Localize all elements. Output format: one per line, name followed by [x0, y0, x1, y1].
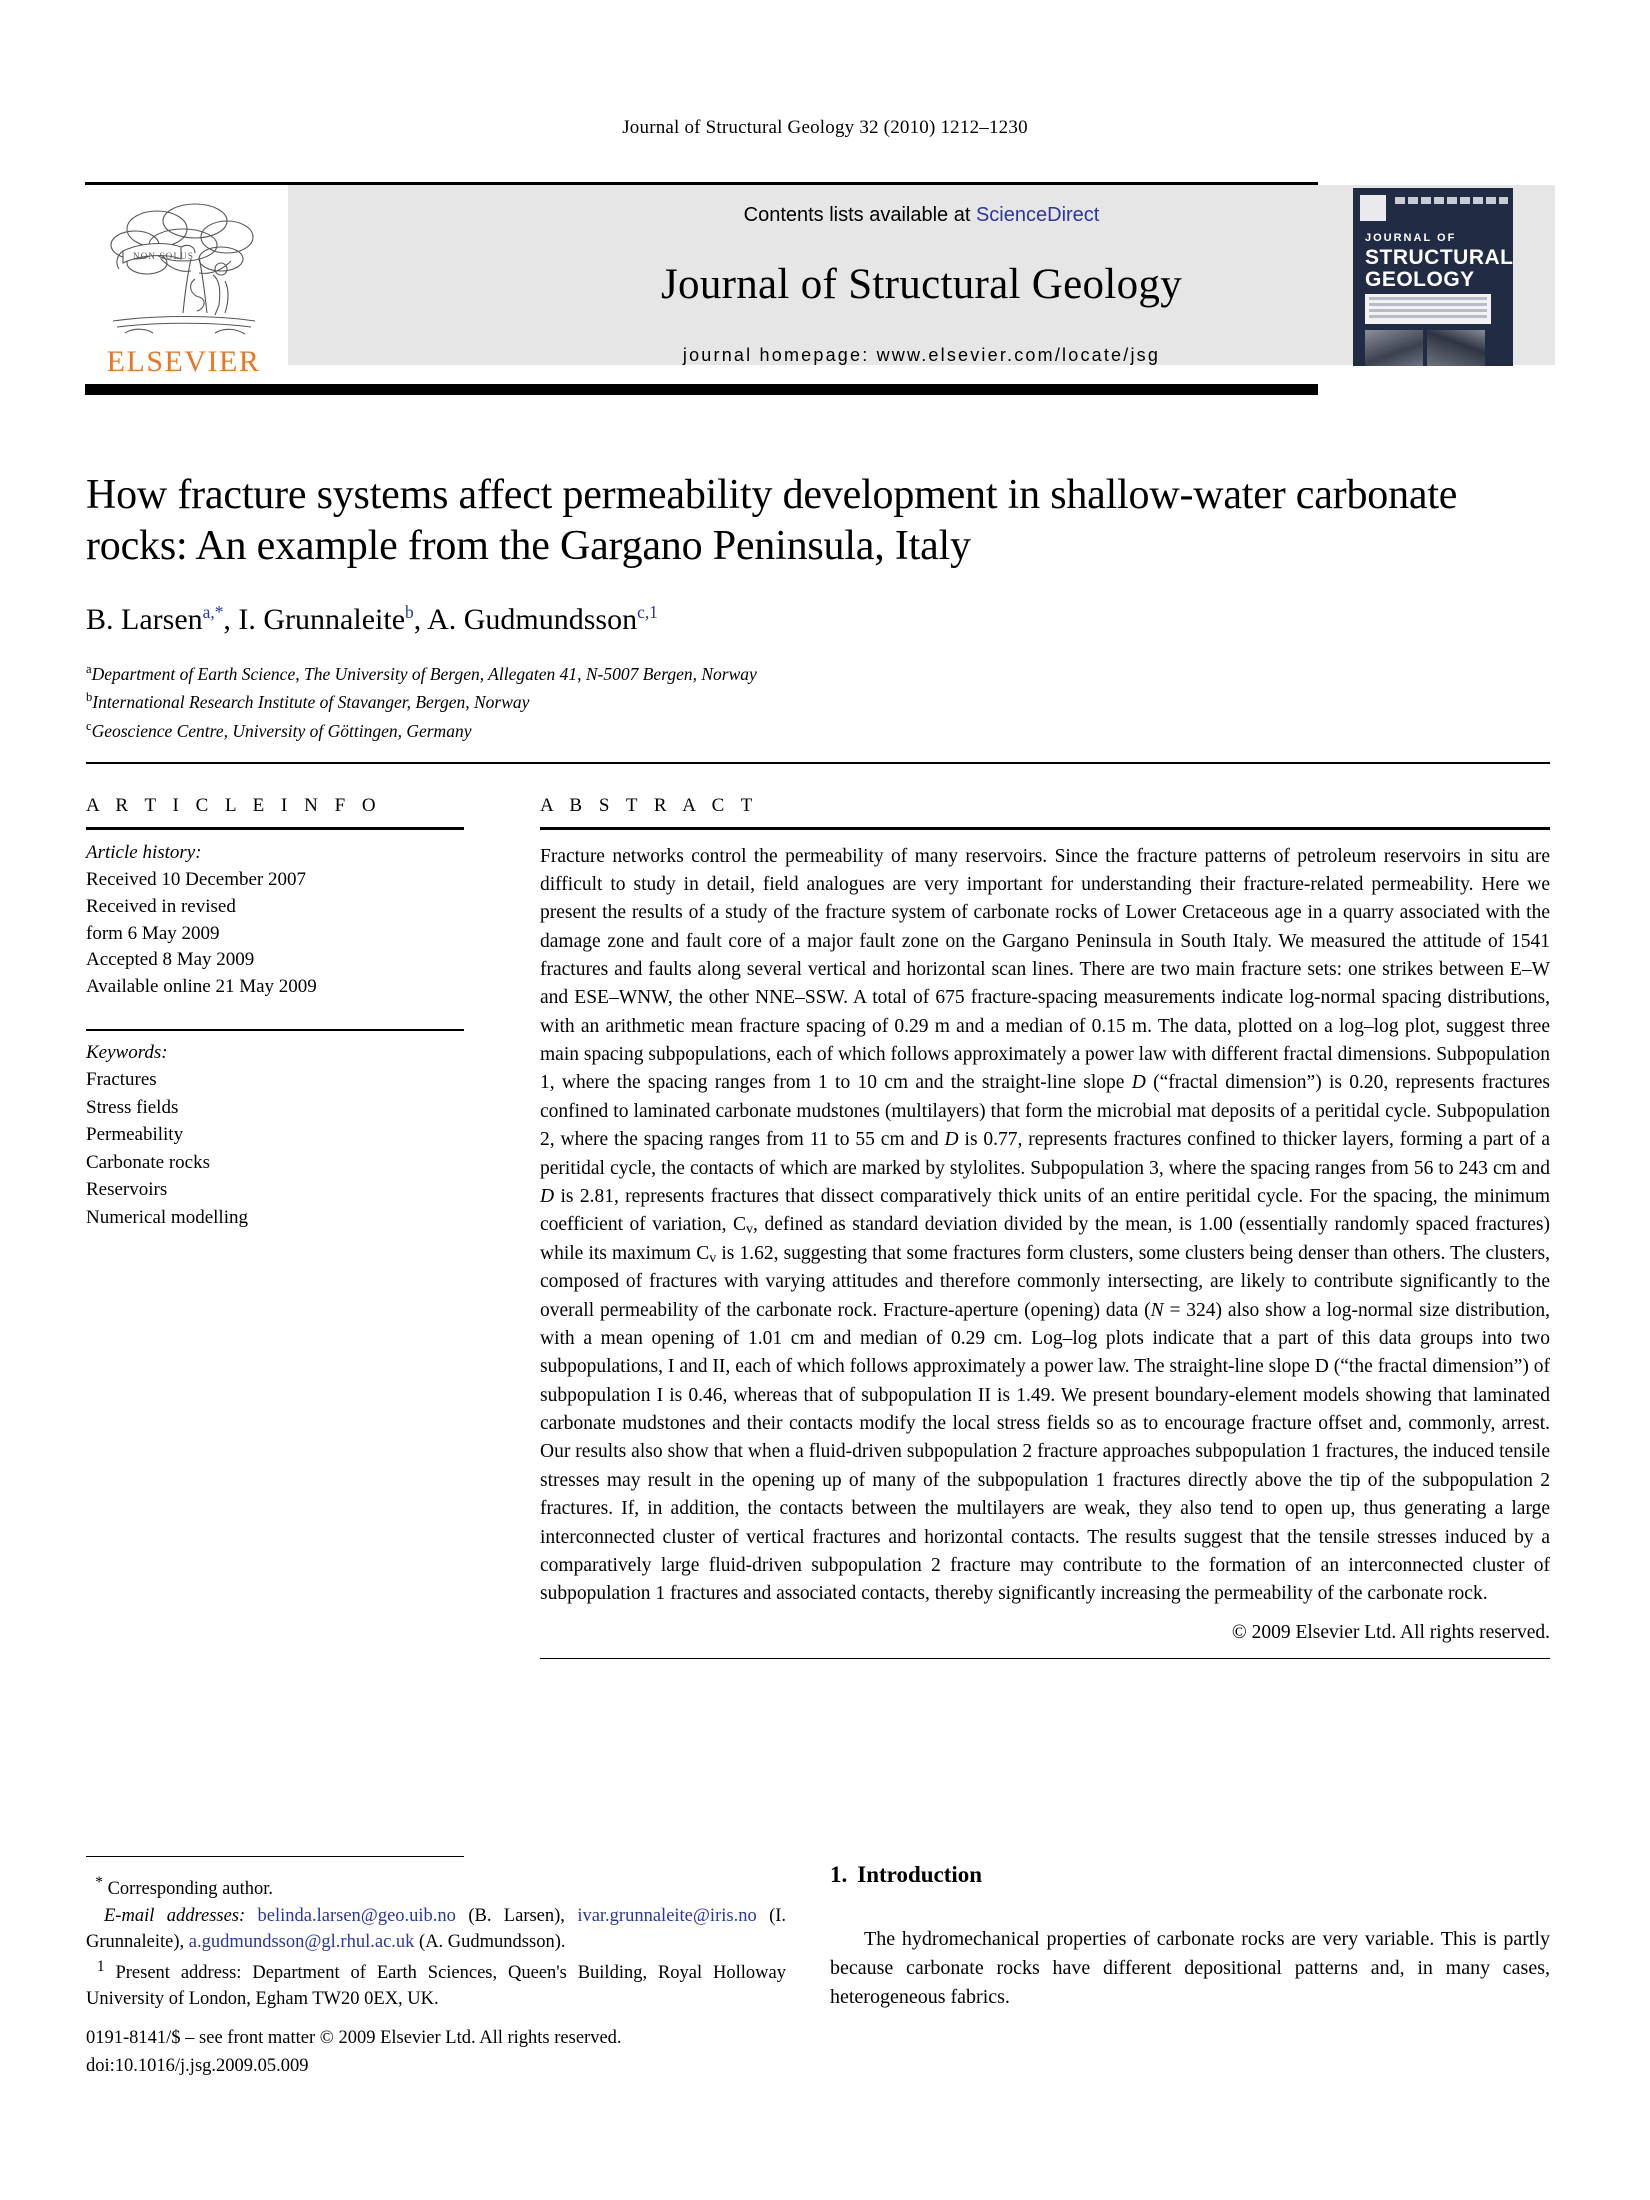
journal-cover-thumbnail: [1353, 188, 1513, 366]
history-item: Received in revised: [86, 895, 236, 917]
abstract-copyright: © 2009 Elsevier Ltd. All rights reserved.: [1231, 1621, 1550, 1643]
history-item: form 6 May 2009: [86, 922, 220, 944]
email-label: E-mail addresses:: [104, 1905, 246, 1926]
abstract-seg: is 2.81, represents fractures that dissect comparatively thick units of an entire peritidal cycle. For the spacing, the minimum coefficient of variation, C: [540, 1185, 1550, 1236]
abstract-column: [540, 795, 1550, 1659]
issn-line: 0191-8141/$ – see front matter © 2009 Elsevier Ltd. All rights reserved.: [86, 2028, 622, 2048]
email-owner-3: (A. Gudmundsson).: [419, 1932, 566, 1953]
abstract-seg: = 324) also show a log-normal size distribution, with a mean opening of 1.01 cm and median of 0.29 cm. Log–log plots indicate that a part of this data groups into two subpopulations, I and II, each of which follows approximately a power law. The straight-line slope D (“the fractal dimension”) of subpopulation I is 0.46, whereas that of subpopulation II is 1.49. We present boundary-element models showing that laminated carbonate mudstones and their contacts modify the local stress fields so as to encourage fracture offset and, commonly, arrest. Our results also show that when a fluid-driven subpopulation 2 fracture approaches subpopulation 1 fractures, the induced tensile stresses may result in the opening up of many of the subpopulation 1 fractures directly above the tip of the subpopulation 2 fractures. If, in addition, the contacts between the multilayers are weak, they also tend to open up, thus generating a large interconnected cluster of vertical fractures and horizontal contacts. The results suggest that the tensile stresses induced by a comparatively large fluid-driven subpopulation 2 fracture may contribute to the formation of an interconnected cluster of subpopulation 1 fractures and associated contacts, thereby significantly increasing the permeability of the carbonate rock.: [540, 1299, 1550, 1605]
journal-title: Journal of Structural Geology: [660, 261, 1182, 308]
elsevier-wordmark: ELSEVIER: [106, 345, 261, 378]
email-owner-2: (I. Grunnaleite),: [86, 1905, 787, 1953]
affiliation-list: [86, 660, 1386, 745]
cover-photo-left: [1365, 330, 1423, 366]
elsevier-tree-icon: [95, 193, 273, 343]
abstract-seg: is 0.77, represents fractures confined to thicker layers, forming a part of a peritidal cycle, the contacts of which are marked by stylolites. Subpopulation 3, where the spacing ranges from 56 to 243 cm and: [540, 1129, 1550, 1179]
abstract-subscript-v: v: [709, 1249, 717, 1266]
history-item: Available online 21 May 2009: [86, 976, 317, 998]
introduction-title: Introduction: [857, 1862, 983, 1887]
corresponding-author-note: [86, 1872, 786, 1903]
journal-masthead: [85, 182, 1555, 395]
abstract-italic-D: D: [1131, 1072, 1146, 1094]
cover-photo-right: [1427, 330, 1485, 366]
footnote-divider: [86, 1856, 464, 1857]
cover-journal-word: JOURNAL OF: [1365, 232, 1457, 244]
email-link-2[interactable]: ivar.grunnaleite@iris.no: [577, 1905, 757, 1926]
abstract-seg: Fracture networks control the permeability of many reservoirs. Since the fracture patterns of petroleum reservoirs in situ are difficult to study in detail, field analogues are very important for understanding their fracture-related permeability. Here we present the results of a study of the fracture system of carbonate rocks of Lower Cretaceous age in a quarry associated with the damage zone and fault core of a major fault zone on the Gargano Peninsula in South Italy. We measured the attitude of 1541 fractures and faults along several vertical and horizontal scan lines. There are two main fracture sets: one strikes between E–W and ESE–WNW, the other NNE–SSW. A total of 675 fracture-spacing measurements indicate log-normal spacing distributions, with an arithmetic mean fracture spacing of 0.29 m and a median of 0.15 m. The data, plotted on a log–log plot, suggest three main spacing subpopulations, each of which follows approximately a power law with different fractal dimensions. Subpopulation 1, where the spacing ranges from 1 to 10 cm and the straight-line slope: [540, 845, 1550, 1094]
affiliation-a: [86, 660, 1386, 688]
present-address-text: Present address: Department of Earth Sciences, Queen's Building, Royal Holloway University of London, Egham TW20 0EX, UK.: [86, 1962, 787, 2010]
abstract-italic-N: N: [1150, 1299, 1164, 1321]
keyword-item: Reservoirs: [86, 1179, 168, 1201]
abstract-rule: [540, 827, 1550, 830]
email-link-1[interactable]: belinda.larsen@geo.uib.no: [257, 1905, 456, 1926]
affiliation-c: [86, 717, 1386, 745]
author-list: B. Larsen$^{a,*}$, I. Grunnaleite$^b$, A. Gudmundsson$^{c,1}$: [86, 602, 658, 636]
author-2: I. Grunnaleite: [238, 603, 406, 636]
article-history: [86, 840, 464, 1002]
keywords-label: Keywords:: [86, 1041, 168, 1063]
sciencedirect-link[interactable]: ScienceDirect: [975, 204, 1100, 226]
affiliation-c-mark: c: [86, 718, 92, 733]
contents-label: Contents lists available at: [743, 204, 976, 226]
email-link-3[interactable]: a.gudmundsson@gl.rhul.ac.uk: [188, 1932, 415, 1953]
affiliation-a-text: Department of Earth Science, The University of Bergen, Allegaten 41, N-5007 Bergen, Norway: [91, 663, 757, 684]
introduction-number: 1.: [830, 1862, 848, 1887]
keyword-item: Numerical modelling: [86, 1206, 248, 1228]
keyword-item: Permeability: [86, 1124, 184, 1146]
cover-title-line2: GEOLOGY: [1365, 268, 1475, 291]
abstract-text: [540, 843, 1550, 1609]
affiliation-a-mark: a: [86, 662, 92, 676]
introduction-paragraph: [830, 1925, 1550, 2013]
author-2-marks: b: [405, 602, 414, 622]
article-info-rule: [86, 827, 464, 830]
journal-homepage[interactable]: journal homepage: www.elsevier.com/locate/jsg: [682, 345, 1161, 365]
present-address-mark: 1: [96, 1957, 105, 1975]
keyword-item: Stress fields: [86, 1096, 179, 1118]
keywords-rule: [86, 1029, 464, 1030]
keywords-block: [86, 1039, 464, 1232]
email-note: [86, 1903, 786, 1956]
running-head: Journal of Structural Geology 32 (2010) 1212–1230: [622, 117, 1028, 138]
author-3-marks: c,1: [637, 602, 658, 622]
abstract-italic-D: D: [944, 1129, 959, 1151]
introduction-heading: [830, 1862, 1550, 1888]
elsevier-logo: [85, 185, 282, 379]
abstract-heading: A B S T R A C T: [540, 795, 759, 816]
affiliation-b: [86, 688, 1386, 716]
footnotes-block: [86, 1872, 786, 2013]
affiliation-b-text: International Research Institute of Stavanger, Bergen, Norway: [92, 692, 530, 713]
issn-doi-block: [86, 2025, 846, 2081]
abstract-seg: is 1.62, suggesting that some fractures form clusters, some clusters being denser than others. The clusters, composed of fractures with varying attitudes and therefore commonly intersecting, are likely to contribute significantly to the overall permeability of the carbonate rock. Fracture-aperture (opening) data (: [540, 1242, 1550, 1321]
author-1: B. Larsen: [86, 603, 203, 636]
keyword-item: Carbonate rocks: [86, 1151, 210, 1173]
page-title: How fracture systems affect permeability development in shallow-water carbonate rocks: An example from the Gargano Peninsula, Italy: [86, 472, 1458, 570]
author-1-marks: a,*: [202, 602, 224, 622]
corresponding-text: Corresponding author.: [107, 1879, 274, 1900]
cover-abstract-box: [1365, 294, 1491, 324]
article-info-column: [86, 795, 464, 1232]
article-history-label: Article history:: [86, 841, 202, 863]
affiliation-b-mark: b: [86, 690, 93, 705]
abstract-bottom-rule: [540, 1658, 1550, 1660]
abstract-seg: , defined as standard deviation divided by the mean, is 1.00 (essentially randomly spaced fractures) while its maximum C: [540, 1214, 1550, 1264]
article-info-heading: A R T I C L E I N F O: [86, 795, 382, 816]
introduction-text: The hydromechanical properties of carbonate rocks are very variable. This is partly because carbonate rocks have different depositional patterns and, in many cases, heterogeneous fabrics.: [830, 1928, 1550, 2009]
corresponding-mark: *: [95, 1874, 103, 1891]
history-item: Accepted 8 May 2009: [86, 949, 255, 971]
abstract-seg: (“fractal dimension”) is 0.20, represents fractures confined to laminated carbonate mudstones (multilayers) that form the microbial mat deposits of a peritidal cycle. Subpopulation 2, where the spacing ranges from 11 to 55 cm and: [540, 1072, 1550, 1151]
author-3: A. Gudmundsson: [427, 603, 638, 636]
history-item: Received 10 December 2007: [86, 868, 306, 890]
cover-elsevier-icon: [1360, 195, 1386, 221]
affiliation-c-text: Geoscience Centre, University of Göttingen, Germany: [91, 720, 472, 741]
email-owner-1: (B. Larsen),: [468, 1905, 565, 1926]
abstract-subscript-v: v: [746, 1221, 754, 1238]
doi-line[interactable]: doi:10.1016/j.jsg.2009.05.009: [86, 2055, 309, 2076]
masthead-bottom-rule: [85, 384, 1318, 395]
abstract-italic-D: D: [540, 1185, 555, 1207]
svg-text:NON SOLUS: NON SOLUS: [132, 251, 194, 261]
header-divider: [86, 762, 1550, 764]
cover-volume-line: [1395, 197, 1508, 204]
cover-title-line1: STRUCTURAL: [1365, 246, 1513, 269]
keyword-item: Fractures: [86, 1069, 157, 1091]
present-address-note: [86, 1956, 786, 2013]
